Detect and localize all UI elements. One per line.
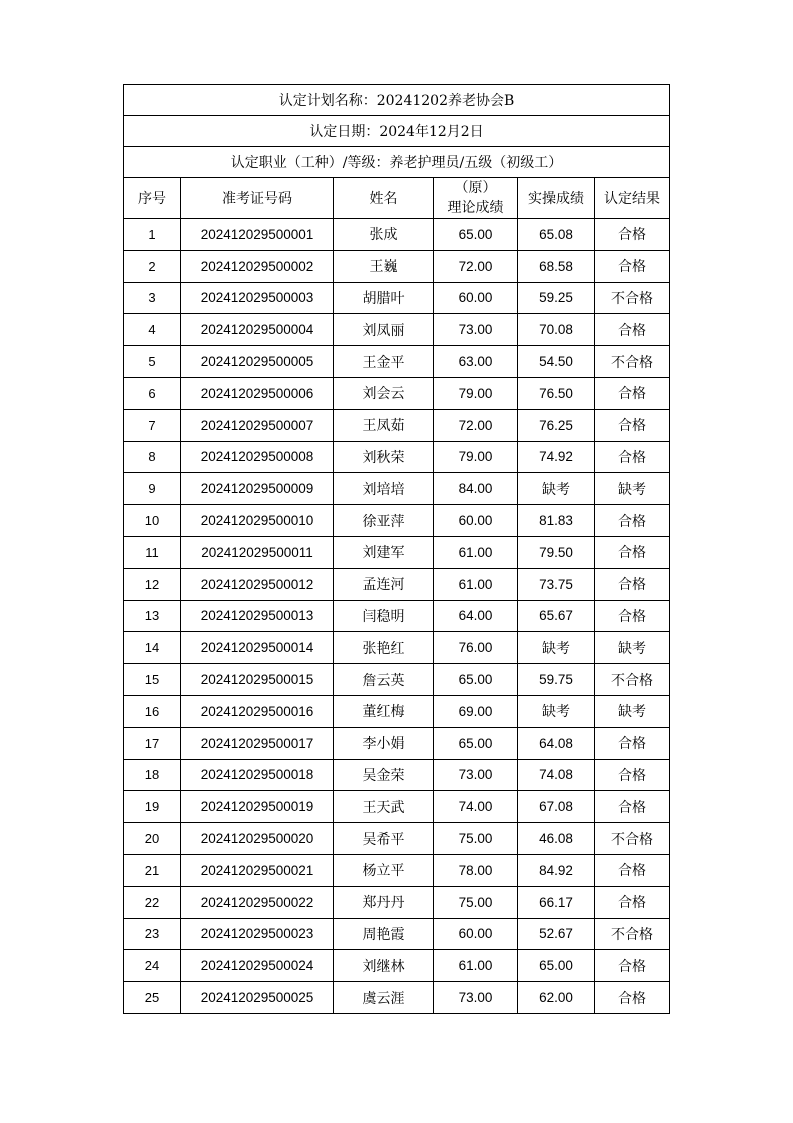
- table-row: [124, 409, 670, 441]
- exam-id-cell: 202412029500010: [181, 505, 334, 537]
- occupation-row: [124, 147, 670, 178]
- exam-id-cell: 202412029500005: [181, 346, 334, 378]
- theory-score-cell: 76.00: [434, 632, 518, 664]
- name-cell: 张艳红: [334, 632, 434, 664]
- seq-cell: 14: [124, 632, 181, 664]
- seq-cell: 12: [124, 568, 181, 600]
- theory-score-cell: 60.00: [434, 505, 518, 537]
- table-row: [124, 505, 670, 537]
- exam-id-cell: 202412029500002: [181, 250, 334, 282]
- exam-id-cell: 202412029500013: [181, 600, 334, 632]
- seq-cell: 23: [124, 918, 181, 950]
- name-cell: 刘建军: [334, 536, 434, 568]
- seq-cell: 25: [124, 982, 181, 1014]
- theory-score-cell: 60.00: [434, 282, 518, 314]
- name-cell: 李小娟: [334, 727, 434, 759]
- table-row: [124, 441, 670, 473]
- exam-id-cell: 202412029500009: [181, 473, 334, 505]
- exam-id-cell: 202412029500003: [181, 282, 334, 314]
- practical-score-cell: 缺考: [518, 473, 595, 505]
- exam-id-cell: 202412029500023: [181, 918, 334, 950]
- seq-cell: 18: [124, 759, 181, 791]
- exam-id-cell: 202412029500019: [181, 791, 334, 823]
- exam-id-cell: 202412029500024: [181, 950, 334, 982]
- theory-score-cell: 61.00: [434, 950, 518, 982]
- practical-score-cell: 59.25: [518, 282, 595, 314]
- name-cell: 胡腊叶: [334, 282, 434, 314]
- table-row: [124, 314, 670, 346]
- exam-id-cell: 202412029500021: [181, 854, 334, 886]
- table-row: [124, 536, 670, 568]
- practical-score-cell: 65.67: [518, 600, 595, 632]
- theory-score-cell: 73.00: [434, 759, 518, 791]
- practical-score-cell: 74.92: [518, 441, 595, 473]
- result-cell: 不合格: [595, 823, 670, 855]
- seq-cell: 9: [124, 473, 181, 505]
- seq-cell: 15: [124, 664, 181, 696]
- name-cell: 王巍: [334, 250, 434, 282]
- result-cell: 合格: [595, 854, 670, 886]
- seq-cell: 5: [124, 346, 181, 378]
- practical-score-cell: 84.92: [518, 854, 595, 886]
- result-cell: 合格: [595, 568, 670, 600]
- name-cell: 吴希平: [334, 823, 434, 855]
- name-cell: 吴金荣: [334, 759, 434, 791]
- results-table: [123, 84, 670, 1014]
- result-cell: 合格: [595, 950, 670, 982]
- column-header-row: [124, 178, 670, 219]
- date-row: [124, 116, 670, 147]
- result-cell: 合格: [595, 791, 670, 823]
- practical-score-cell: 81.83: [518, 505, 595, 537]
- exam-id-cell: 202412029500018: [181, 759, 334, 791]
- result-cell: 缺考: [595, 632, 670, 664]
- table-row: [124, 632, 670, 664]
- practical-score-cell: 52.67: [518, 918, 595, 950]
- seq-cell: 16: [124, 695, 181, 727]
- result-cell: 缺考: [595, 695, 670, 727]
- table-row: [124, 219, 670, 251]
- exam-id-cell: 202412029500007: [181, 409, 334, 441]
- name-cell: 王天武: [334, 791, 434, 823]
- theory-score-cell: 73.00: [434, 982, 518, 1014]
- exam-id-cell: 202412029500004: [181, 314, 334, 346]
- seq-cell: 22: [124, 886, 181, 918]
- column-header-seq: 序号: [124, 178, 181, 219]
- theory-score-cell: 79.00: [434, 441, 518, 473]
- column-header-theory: [434, 178, 518, 219]
- exam-id-cell: 202412029500001: [181, 219, 334, 251]
- theory-score-cell: 78.00: [434, 854, 518, 886]
- seq-cell: 3: [124, 282, 181, 314]
- name-cell: 王金平: [334, 346, 434, 378]
- result-cell: 合格: [595, 886, 670, 918]
- name-cell: 闫稳明: [334, 600, 434, 632]
- name-cell: 董红梅: [334, 695, 434, 727]
- result-cell: 不合格: [595, 346, 670, 378]
- exam-id-cell: 202412029500006: [181, 377, 334, 409]
- table-row: [124, 695, 670, 727]
- practical-score-cell: 70.08: [518, 314, 595, 346]
- name-cell: 王凤茹: [334, 409, 434, 441]
- result-cell: 合格: [595, 314, 670, 346]
- column-header-practical: 实操成绩: [518, 178, 595, 219]
- theory-label: 理论成绩: [447, 200, 504, 216]
- exam-id-cell: 202412029500011: [181, 536, 334, 568]
- theory-score-cell: 61.00: [434, 568, 518, 600]
- practical-score-cell: 79.50: [518, 536, 595, 568]
- practical-score-cell: 62.00: [518, 982, 595, 1014]
- theory-prefix: （原）: [454, 180, 497, 196]
- result-cell: 合格: [595, 505, 670, 537]
- result-cell: 合格: [595, 219, 670, 251]
- name-cell: 周艳霞: [334, 918, 434, 950]
- exam-id-cell: 202412029500014: [181, 632, 334, 664]
- table-row: [124, 346, 670, 378]
- result-cell: 合格: [595, 727, 670, 759]
- name-cell: 杨立平: [334, 854, 434, 886]
- seq-cell: 13: [124, 600, 181, 632]
- name-cell: 詹云英: [334, 664, 434, 696]
- table-row: [124, 568, 670, 600]
- table-row: [124, 854, 670, 886]
- theory-score-cell: 60.00: [434, 918, 518, 950]
- table-row: [124, 886, 670, 918]
- name-cell: 刘培培: [334, 473, 434, 505]
- practical-score-cell: 59.75: [518, 664, 595, 696]
- practical-score-cell: 68.58: [518, 250, 595, 282]
- seq-cell: 6: [124, 377, 181, 409]
- table-row: [124, 759, 670, 791]
- result-cell: 合格: [595, 600, 670, 632]
- theory-score-cell: 72.00: [434, 409, 518, 441]
- theory-score-cell: 75.00: [434, 886, 518, 918]
- theory-score-cell: 75.00: [434, 823, 518, 855]
- exam-id-cell: 202412029500008: [181, 441, 334, 473]
- result-cell: 合格: [595, 982, 670, 1014]
- result-cell: 不合格: [595, 664, 670, 696]
- table-row: [124, 918, 670, 950]
- table-row: [124, 250, 670, 282]
- theory-score-cell: 73.00: [434, 314, 518, 346]
- table-row: [124, 823, 670, 855]
- name-cell: 刘继林: [334, 950, 434, 982]
- result-cell: 缺考: [595, 473, 670, 505]
- table-row: [124, 473, 670, 505]
- practical-score-cell: 64.08: [518, 727, 595, 759]
- name-cell: 张成: [334, 219, 434, 251]
- name-cell: 刘凤丽: [334, 314, 434, 346]
- seq-cell: 21: [124, 854, 181, 886]
- seq-cell: 17: [124, 727, 181, 759]
- seq-cell: 20: [124, 823, 181, 855]
- practical-score-cell: 46.08: [518, 823, 595, 855]
- seq-cell: 11: [124, 536, 181, 568]
- exam-id-cell: 202412029500015: [181, 664, 334, 696]
- plan-title-row: [124, 85, 670, 116]
- exam-id-cell: 202412029500025: [181, 982, 334, 1014]
- table-row: [124, 982, 670, 1014]
- table-row: [124, 727, 670, 759]
- theory-score-cell: 69.00: [434, 695, 518, 727]
- exam-id-cell: 202412029500020: [181, 823, 334, 855]
- result-cell: 不合格: [595, 282, 670, 314]
- name-cell: 孟连河: [334, 568, 434, 600]
- practical-score-cell: 74.08: [518, 759, 595, 791]
- assessment-date: 认定日期：2024年12月2日: [124, 116, 670, 147]
- theory-score-cell: 72.00: [434, 250, 518, 282]
- seq-cell: 1: [124, 219, 181, 251]
- table-row: [124, 600, 670, 632]
- table-row: [124, 791, 670, 823]
- practical-score-cell: 73.75: [518, 568, 595, 600]
- result-cell: 合格: [595, 250, 670, 282]
- table-row: [124, 282, 670, 314]
- table-row: [124, 950, 670, 982]
- name-cell: 郑丹丹: [334, 886, 434, 918]
- theory-score-cell: 65.00: [434, 219, 518, 251]
- theory-score-cell: 74.00: [434, 791, 518, 823]
- name-cell: 刘会云: [334, 377, 434, 409]
- practical-score-cell: 76.50: [518, 377, 595, 409]
- seq-cell: 8: [124, 441, 181, 473]
- exam-id-cell: 202412029500016: [181, 695, 334, 727]
- result-cell: 合格: [595, 377, 670, 409]
- theory-score-cell: 65.00: [434, 664, 518, 696]
- table-row: [124, 377, 670, 409]
- name-cell: 徐亚萍: [334, 505, 434, 537]
- theory-score-cell: 65.00: [434, 727, 518, 759]
- practical-score-cell: 65.08: [518, 219, 595, 251]
- practical-score-cell: 66.17: [518, 886, 595, 918]
- plan-title: 认定计划名称：20241202养老协会B: [124, 85, 670, 116]
- name-cell: 刘秋荣: [334, 441, 434, 473]
- theory-score-cell: 61.00: [434, 536, 518, 568]
- column-header-name: 姓名: [334, 178, 434, 219]
- practical-score-cell: 54.50: [518, 346, 595, 378]
- occupation-level: 认定职业（工种）/等级：养老护理员/五级（初级工）: [124, 147, 670, 178]
- seq-cell: 7: [124, 409, 181, 441]
- result-cell: 合格: [595, 441, 670, 473]
- result-cell: 不合格: [595, 918, 670, 950]
- result-cell: 合格: [595, 536, 670, 568]
- seq-cell: 19: [124, 791, 181, 823]
- theory-score-cell: 79.00: [434, 377, 518, 409]
- practical-score-cell: 缺考: [518, 695, 595, 727]
- column-header-result: 认定结果: [595, 178, 670, 219]
- theory-score-cell: 84.00: [434, 473, 518, 505]
- result-cell: 合格: [595, 759, 670, 791]
- practical-score-cell: 76.25: [518, 409, 595, 441]
- exam-id-cell: 202412029500012: [181, 568, 334, 600]
- theory-score-cell: 64.00: [434, 600, 518, 632]
- seq-cell: 10: [124, 505, 181, 537]
- name-cell: 虞云涯: [334, 982, 434, 1014]
- exam-id-cell: 202412029500022: [181, 886, 334, 918]
- seq-cell: 24: [124, 950, 181, 982]
- theory-score-cell: 63.00: [434, 346, 518, 378]
- column-header-exam-id: 准考证号码: [181, 178, 334, 219]
- seq-cell: 4: [124, 314, 181, 346]
- practical-score-cell: 65.00: [518, 950, 595, 982]
- result-cell: 合格: [595, 409, 670, 441]
- table-row: [124, 664, 670, 696]
- practical-score-cell: 缺考: [518, 632, 595, 664]
- practical-score-cell: 67.08: [518, 791, 595, 823]
- exam-id-cell: 202412029500017: [181, 727, 334, 759]
- seq-cell: 2: [124, 250, 181, 282]
